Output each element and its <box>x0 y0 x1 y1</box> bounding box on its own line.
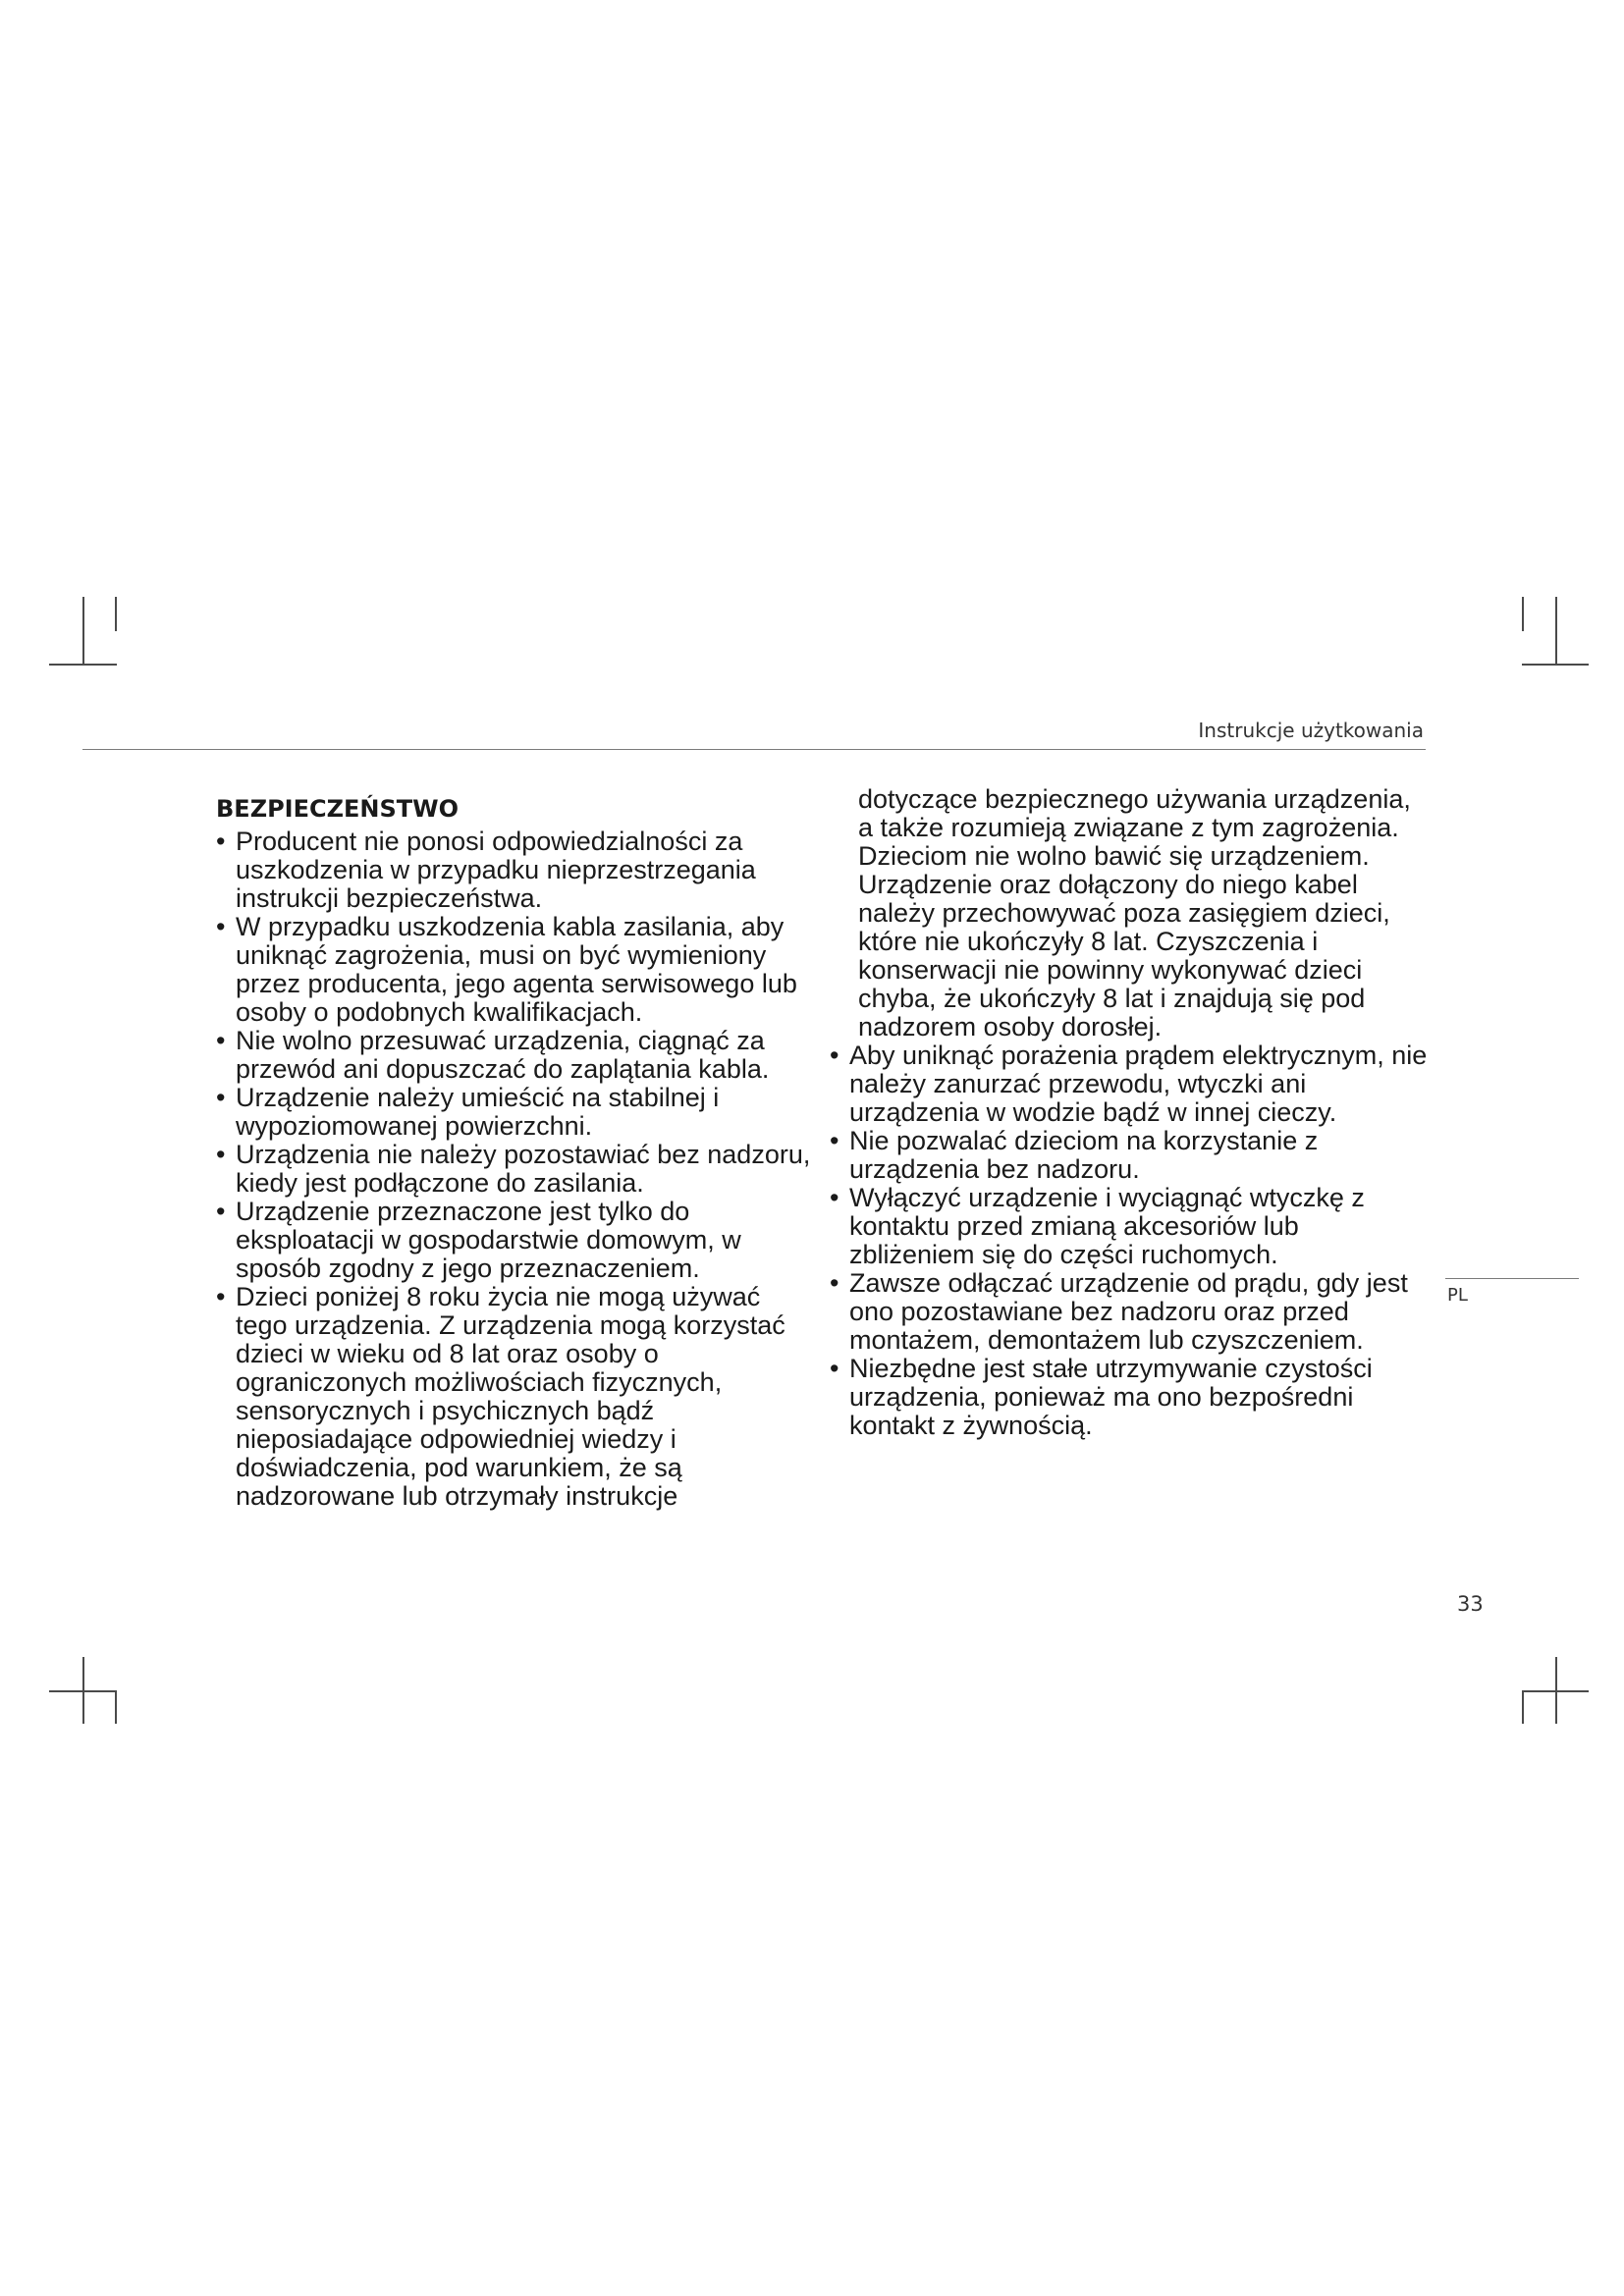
list-item-text: Urządzenie należy umieścić na stabilnej i wypoziomowanej powierzchni. <box>236 1083 720 1141</box>
bullet-icon: • <box>830 1354 839 1383</box>
bullet-icon: • <box>216 1282 226 1311</box>
continued-paragraph: dotyczące bezpiecznego używania urządzenia, a także rozumieją związane z tym zagrożenia. Dzieciom nie wolno bawić się urządzeniem. Urządzenie oraz dołączony do niego kabel należy przechowywać poza zasięgiem dzieci, które nie ukończyły 8 lat. Czyszczenia i konserwacji nie powinny wykonywać dzieci chyba, że ukończyły 8 lat i znajdują się pod nadzorem osoby dorosłej. <box>858 784 1411 1041</box>
crop-mark-bottom-right-tick <box>1522 1690 1524 1724</box>
crop-mark-bottom-left-vertical <box>82 1657 84 1724</box>
list-item <box>216 1084 815 1141</box>
bullet-icon: • <box>830 1041 839 1070</box>
list-item <box>830 1269 1431 1355</box>
language-label: PL <box>1447 1285 1468 1306</box>
bullet-icon: • <box>216 1140 226 1169</box>
list-item-text: Dzieci poniżej 8 roku życia nie mogą używać tego urządzenia. Z urządzenia mogą korzystać dzieci w wieku od 8 lat oraz osoby o ograniczonych możliwościach fizycznych, sensorycznych i psychicznych bądź nieposiadające odpowiedniej wiedzy i doświadczenia, pod warunkiem, że są nadzorowane lub otrzymały instrukcje <box>236 1282 785 1511</box>
page-number: 33 <box>1457 1592 1484 1616</box>
list-item-text: Niezbędne jest stałe utrzymywanie czystości urządzenia, ponieważ ma ono bezpośredni kontakt z żywnością. <box>849 1354 1373 1440</box>
list-item <box>216 1283 815 1511</box>
list-item-text: Urządzenia nie należy pozostawiać bez nadzoru, kiedy jest podłączone do zasilania. <box>236 1140 811 1198</box>
list-item <box>216 1027 815 1084</box>
bullet-icon: • <box>216 827 226 856</box>
bullet-icon: • <box>216 1026 226 1055</box>
safety-list-right <box>830 1041 1431 1440</box>
list-item-text: Producent nie ponosi odpowiedzialności za uszkodzenia w przypadku nieprzestrzegania instrukcji bezpieczeństwa. <box>236 827 756 913</box>
bullet-icon: • <box>830 1183 839 1212</box>
right-column <box>830 785 1431 1440</box>
list-item-text: W przypadku uszkodzenia kabla zasilania, aby uniknąć zagrożenia, musi on być wymieniony przez producenta, jego agenta serwisowego lub osoby o podobnych kwalifikacjach. <box>236 912 797 1027</box>
list-item-text: Nie wolno przesuwać urządzenia, ciągnąć za przewód ani dopuszczać do zaplątania kabla. <box>236 1026 770 1084</box>
section-title: BEZPIECZEŃSTWO <box>216 795 460 823</box>
bullet-icon: • <box>216 1197 226 1226</box>
list-item <box>216 1198 815 1283</box>
crop-mark-top-left-tick <box>115 597 117 631</box>
bullet-icon: • <box>216 1083 226 1112</box>
list-item-text: Zawsze odłączać urządzenie od prądu, gdy jest ono pozostawiane bez nadzoru oraz przed montażem, demontażem lub czyszczeniem. <box>849 1268 1408 1355</box>
list-item <box>216 1141 815 1198</box>
list-item-text: Aby uniknąć porażenia prądem elektrycznym, nie należy zanurzać przewodu, wtyczki ani urządzenia w wodzie bądź w innej cieczy. <box>849 1041 1428 1127</box>
list-item-text: Nie pozwalać dzieciom na korzystanie z urządzenia bez nadzoru. <box>849 1126 1319 1184</box>
list-item-text: Urządzenie przeznaczone jest tylko do eksploatacji w gospodarstwie domowym, w sposób zgodny z jego przeznaczeniem. <box>236 1197 741 1283</box>
list-item-text: Wyłączyć urządzenie i wyciągnąć wtyczkę z kontaktu przed zmianą akcesoriów lub zbliżeniem się do części ruchomych. <box>849 1183 1365 1269</box>
list-item <box>830 1355 1431 1440</box>
crop-mark-bottom-right-vertical <box>1555 1657 1557 1724</box>
left-column <box>216 795 815 1511</box>
list-item <box>830 1184 1431 1269</box>
list-item <box>216 913 815 1027</box>
safety-list-left <box>216 828 815 1511</box>
header-rule <box>82 749 1426 750</box>
list-item <box>830 1127 1431 1184</box>
list-item <box>830 1041 1431 1127</box>
language-tab-rule <box>1445 1278 1579 1279</box>
bullet-icon: • <box>830 1126 839 1155</box>
running-header-title: Instrukcje użytkowania <box>1198 719 1424 742</box>
bullet-icon: • <box>216 912 226 941</box>
bullet-icon: • <box>830 1268 839 1298</box>
crop-mark-top-right-tick <box>1522 597 1524 631</box>
crop-mark-top-left-vertical <box>82 597 84 665</box>
list-item <box>216 828 815 913</box>
crop-mark-bottom-left-tick <box>115 1690 117 1724</box>
crop-mark-top-right-vertical <box>1555 597 1557 665</box>
